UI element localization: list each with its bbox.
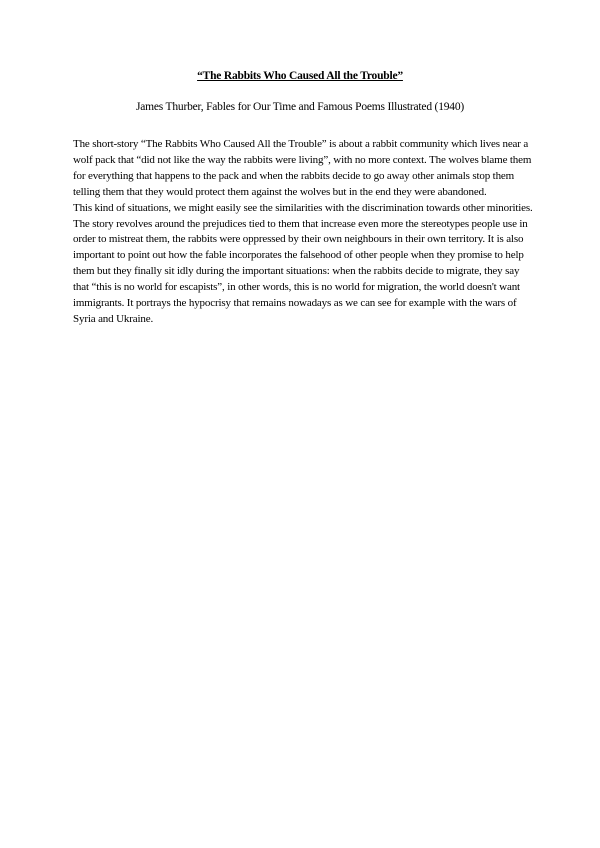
- document-body: [73, 137, 533, 328]
- paragraph-analysis: This kind of situations, we might easily see the similarities with the discrimination towards other minorities. The story revolves around the prejudices tied to them that increase even more the stereotypes people use in order to mistreat them, the rabbits were oppressed by their own neighbours in their own territory. It is also important to point out how the fable incorporates the falsehood of other people when they promise to help them but they finally sit idly during the important situations: when the rabbits decide to migrate, they say that “this is no world for escapists”, in other words, this is no world for migration, the world doesn't want immigrants. It portrays the hypocrisy that remains nowadays as we can see for example with the wars of Syria and Ukraine.: [73, 201, 533, 325]
- paragraph-summary: The short-story “The Rabbits Who Caused All the Trouble” is about a rabbit community which lives near a wolf pack that “did not like the way the rabbits were living”, with no more context. The wolves blame them for everything that happens to the pack and when the rabbits decide to go away other animals stop them telling them that they would protect them against the wolves but in the end they were abandoned.: [73, 138, 532, 198]
- document-title: “The Rabbits Who Caused All the Trouble”: [197, 70, 403, 82]
- document-subtitle: James Thurber, Fables for Our Time and Famous Poems Illustrated (1940): [135, 101, 465, 113]
